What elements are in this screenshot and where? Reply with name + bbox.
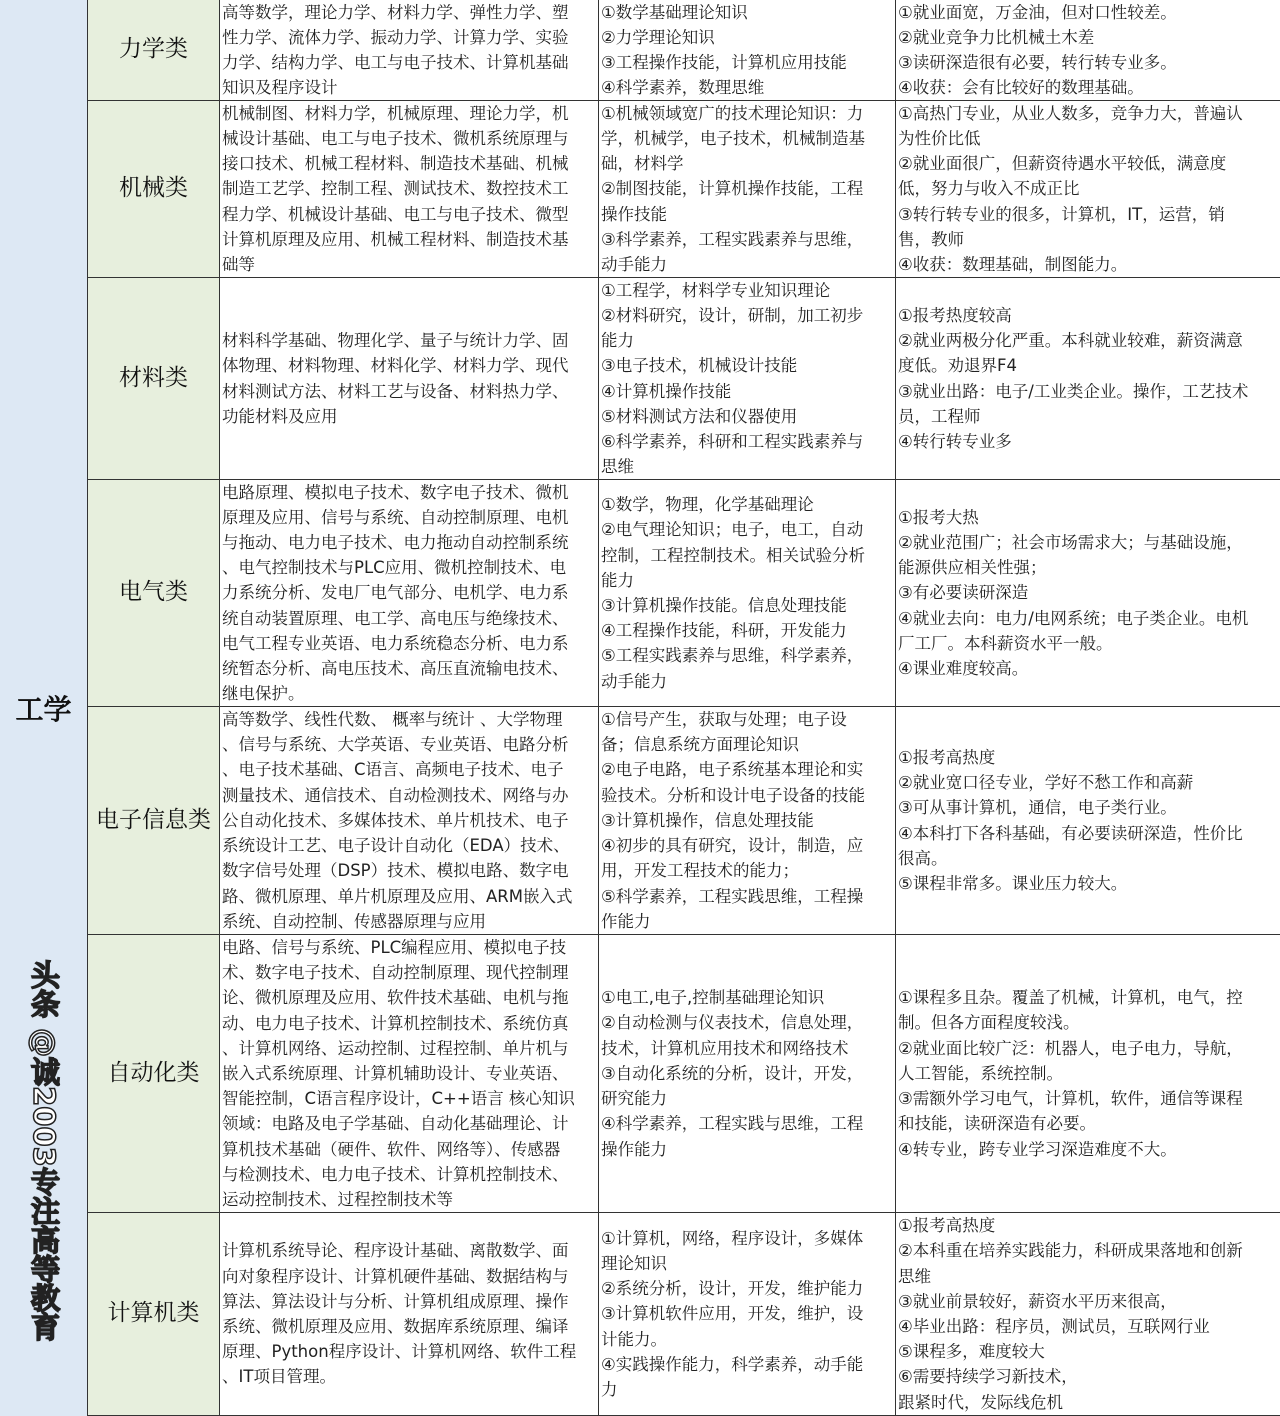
cell-line: 与拖动、电力电子技术、电力拖动自动控制系统 [222,533,569,552]
cell-line: 嵌入式系统原理、计算机辅助设计、专业英语、 [222,1063,569,1083]
cell-line: ②本科重在培养实践能力，科研成果落地和创新 [898,1241,1243,1261]
cell-line: 术、数字电子技术、自动控制原理、现代控制理 [222,963,569,983]
cell-line: 操作能力 [601,1139,667,1159]
cell-line: 电路原理、模拟电子技术、数字电子技术、微机 [222,482,569,502]
table-row [88,278,1280,480]
cell-line: 算机技术基础（硬件、软件、网络等）、传感器 [222,1139,561,1159]
cell-line: 厂工厂。本科薪资水平一般。 [898,633,1113,653]
cell-line: 础，材料学 [601,154,684,174]
cell-line: ①计算机，网络，程序设计，多媒体 [601,1228,864,1248]
category-cell: 自动化类 [88,935,220,1212]
cell-line: 制造工艺学、控制工程、测试技术、数控技术工 [222,179,569,199]
cell-line: ④初步的具有研究，设计，制造，应 [601,836,864,856]
cell-line: ⑥科学素养，科研和工程实践素养与 [601,431,864,451]
cell-line: 学，机械学，电子技术，机械制造基 [601,129,865,148]
notes-cell [896,935,1280,1212]
cell-line: ②就业宽口径专业，学好不愁工作和高薪 [898,773,1194,793]
cell-line: ④科学素养，工程实践与思维，工程 [601,1114,864,1134]
table-row [88,935,1280,1213]
courses-cell [220,480,599,706]
cell-line: ⑤课程多，难度较大 [898,1342,1045,1362]
cell-line: 机械制图、材料力学，机械原理、理论力学，机 [222,103,569,123]
cell-line: ④就业去向：电力/电网系统；电子类企业。电机 [898,608,1249,628]
cell-line: 原理及应用、信号与系统、自动控制原理、电机 [222,507,569,527]
cell-line: 高等数学，理论力学、材料力学、弹性力学、塑 [222,2,569,22]
cell-line: ③读研深造很有必要，转行转专业多。 [898,53,1177,72]
cell-line: 控制，工程控制技术。相关试验分析 [601,545,865,565]
courses-cell [220,707,599,934]
cell-line: 动手能力 [601,255,667,275]
cell-line: 和技能，读研深造有必要。 [898,1114,1096,1134]
cell-line: ③自动化系统的分析，设计，开发， [601,1063,864,1083]
cell-line: 统自动装置原理、电工学、高电压与绝缘技术、 [222,608,569,628]
cell-line: 人工智能，系统控制。 [898,1063,1063,1083]
cell-line: 础等 [222,255,255,275]
cell-line: ①报考高热度 [898,1216,996,1236]
cell-line: 售，教师 [898,229,964,249]
cell-line: ④本科打下各科基础，有必要读研深造，性价比 [898,823,1243,843]
cell-line: ③计算机操作，信息处理技能 [601,810,814,830]
cell-line: 制。但各方面程度较浅。 [898,1013,1080,1033]
cell-line: ③转行转专业的很多，计算机，IT，运营，销 [898,204,1225,224]
cell-line: 数字信号处理（DSP）技术、模拟电路、数字电 [222,861,569,881]
cell-line: ③电子技术，机械设计技能 [601,356,798,376]
table-row [88,1213,1280,1416]
cell-line: 材料科学基础、物理化学、量子与统计力学、固 [222,331,569,351]
cell-line: 、信号与系统、大学英语、专业英语、电路分析 [222,735,569,755]
cell-line: 知识及程序设计 [222,78,338,98]
cell-line: 思维 [601,457,634,477]
cell-line: ②电气理论知识；电子，电工，自动 [601,520,864,540]
cell-line: ③需额外学习电气，计算机，软件，通信等课程 [898,1089,1243,1109]
cell-line: 智能控制，C语言程序设计，C++语言 核心知识 [222,1089,575,1109]
notes-cell [896,1213,1280,1415]
abilities-cell [599,707,896,934]
cell-line: 电气工程专业英语、电力系统稳态分析、电力系 [222,633,569,653]
cell-line: ①机械领域宽广的技术理论知识：力 [601,103,864,123]
cell-line: ⑤材料测试方法和仪器使用 [601,406,798,426]
cell-line: ②就业两极分化严重。本科就业较难，薪资满意 [898,331,1243,351]
cell-line: 高等数学、线性代数、 概率与统计 、大学物理 [222,710,563,730]
category-cell: 电子信息类 [88,707,220,934]
cell-line: 械设计基础、电工与电子技术、微机系统原理与 [222,129,569,148]
cell-line: 路、微机原理、单片机原理及应用、ARM嵌入式 [222,886,573,906]
notes-cell [896,0,1280,100]
cell-line: ①数学基础理论知识 [601,2,748,22]
cell-line: ③就业前景较好，薪资水平历来很高， [898,1291,1177,1311]
cell-line: ③计算机软件应用，开发，维护，设 [601,1304,864,1324]
cell-line: ②材料研究，设计，研制，加工初步 [601,305,864,325]
cell-line: 领域：电路及电子学基础、自动化基础理论、计 [222,1114,569,1134]
cell-line: 继电保护。 [222,684,305,704]
cell-line: 能力 [601,570,634,590]
cell-line: ④工程操作技能，科研，开发能力 [601,621,847,641]
cell-line: ②就业竞争力比机械土木差 [898,27,1095,47]
cell-line: ③科学素养，工程实践素养与思维， [601,229,864,249]
courses-cell [220,278,599,479]
notes-cell [896,480,1280,706]
watermark: 头条 @诚2003专注高等教育 [27,960,61,1341]
cell-line: 向对象程序设计、计算机硬件基础、数据结构与 [222,1266,569,1286]
cell-line: ②就业面比较广泛：机器人，电子电力，导航， [898,1038,1243,1058]
table-row [88,480,1280,707]
cell-line: ④科学素养，数理思维 [601,78,765,98]
cell-line: 电路、信号与系统、PLC编程应用、模拟电子技 [222,937,567,957]
cell-line: 材料测试方法、材料工艺与设备、材料热力学、 [222,381,569,401]
cell-line: 功能材料及应用 [222,406,338,426]
cell-line: ⑥需要持续学习新技术， [898,1367,1078,1387]
category-cell: 计算机类 [88,1213,220,1415]
abilities-cell [599,278,896,479]
cell-line: ④收获：数理基础，制图能力。 [898,255,1128,275]
table-row [88,707,1280,935]
cell-line: ②自动检测与仪表技术，信息处理， [601,1013,864,1033]
cell-line: ⑤课程非常多。课业压力较大。 [898,873,1128,893]
cell-line: 理论知识 [601,1253,667,1273]
courses-cell [220,1213,599,1415]
abilities-cell [599,935,896,1212]
cell-line: ①信号产生，获取与处理；电子设 [601,710,847,730]
cell-line: ①数学，物理，化学基础理论 [601,495,814,515]
cell-line: ①报考高热度 [898,747,996,767]
notes-cell [896,278,1280,479]
category-cell: 机械类 [88,101,220,277]
cell-line: 统暂态分析、高电压技术、高压直流输电技术、 [222,659,569,679]
cell-line: 算法、算法设计与分析、计算机组成原理、操作 [222,1291,569,1311]
cell-line: 力 [601,1380,618,1399]
cell-line: ④收获：会有比较好的数理基础。 [898,78,1144,98]
cell-line: ④实践操作能力，科学素养，动手能 [601,1354,864,1374]
cell-line: ④计算机操作技能 [601,381,732,401]
cell-line: 、计算机网络、运动控制、过程控制、单片机与 [222,1038,569,1058]
cell-line: 系统设计工艺、电子设计自动化（EDA）技术、 [222,836,570,856]
cell-line: 公自动化技术、多媒体技术、单片机技术、电子 [222,810,569,830]
table-row [88,0,1280,101]
cell-line: ①就业面宽，万金油，但对口性较差。 [898,2,1177,22]
cell-line: ⑤科学素养，工程实践思维，工程操 [601,886,864,906]
abilities-cell [599,0,896,100]
cell-line: ①报考大热 [898,507,979,527]
cell-line: 体物理、材料物理、材料化学、材料力学、现代 [222,356,569,376]
cell-line: 系统、自动控制、传感器原理与应用 [222,911,486,931]
cell-line: 度低。劝退界F4 [898,356,1017,376]
cell-line: 、电气控制技术与PLC应用、微机控制技术、电 [222,558,567,578]
cell-line: ②系统分析，设计，开发，维护能力 [601,1279,864,1299]
cell-line: 思维 [898,1266,931,1286]
courses-cell [220,0,599,100]
cell-line: 作能力 [601,911,651,931]
cell-line: 研究能力 [601,1089,667,1109]
abilities-cell [599,101,896,277]
discipline-label: 工学 [0,0,88,1416]
cell-line: ④转行转专业多 [898,431,1012,451]
cell-line: ②就业面很广，但薪资待遇水平较低，满意度 [898,154,1227,174]
cell-line: 跟紧时代，发际线危机 [898,1392,1063,1412]
cell-line: 计算机系统导论、程序设计基础、离散数学、面 [222,1241,569,1261]
cell-line: 验技术。分析和设计电子设备的技能 [601,785,865,805]
cell-line: 接口技术、机械工程材料、制造技术基础、机械 [222,154,569,174]
cell-line: ①报考热度较高 [898,305,1012,325]
cell-line: ②力学理论知识 [601,27,715,47]
cell-line: 力学、结构力学、电工与电子技术、计算机基础 [222,53,569,72]
cell-line: 为性价比低 [898,129,981,148]
cell-line: ①工程学，材料学专业知识理论 [601,280,831,300]
cell-line: 低，努力与收入不成正比 [898,179,1080,199]
cell-line: 测量技术、通信技术、自动检测技术、网络与办 [222,785,569,805]
cell-line: ④课业难度较高。 [898,659,1029,678]
cell-line: 备；信息系统方面理论知识 [601,735,799,755]
cell-line: ④转专业，跨专业学习深造难度不大。 [898,1139,1177,1159]
cell-line: 动手能力 [601,671,667,691]
cell-line: 技术，计算机应用技术和网络技术 [601,1038,849,1058]
table-row [88,101,1280,278]
cell-line: ③计算机操作技能。信息处理技能 [601,596,847,615]
cell-line: ③就业出路：电子/工业类企业。操作，工艺技术 [898,381,1249,401]
notes-cell [896,101,1280,277]
cell-line: 能源供应相关性强； [898,558,1047,578]
cell-line: ⑤工程实践素养与思维，科学素养， [601,646,864,666]
cell-line: 运动控制技术、过程控制技术等 [222,1189,453,1209]
cell-line: 程力学、机械设计基础、电工与电子技术、微型 [222,204,569,224]
category-cell: 材料类 [88,278,220,479]
category-cell: 力学类 [88,0,220,100]
cell-line: 、IT项目管理。 [222,1367,336,1387]
courses-cell [220,101,599,277]
cell-line: 、电子技术基础、C语言、高频电子技术、电子 [222,760,564,780]
cell-line: ③有必要读研深造 [898,583,1029,603]
category-cell: 电气类 [88,480,220,706]
notes-cell [896,707,1280,934]
cell-line: 计算机原理及应用、机械工程材料、制造技术基 [222,229,569,249]
cell-line: ①高热门专业，从业人数多，竞争力大，普遍认 [898,103,1243,123]
cell-line: 原理、Python程序设计、计算机网络、软件工程 [222,1342,577,1362]
cell-line: 力系统分析、发电厂电气部分、电机学、电力系 [222,583,569,603]
cell-line: ③可从事计算机，通信，电子类行业。 [898,798,1177,818]
cell-line: 能力 [601,331,634,351]
courses-cell [220,935,599,1212]
cell-line: 操作技能 [601,204,667,224]
abilities-cell [599,480,896,706]
cell-line: 论、微机原理及应用、软件技术基础、电机与拖 [222,988,569,1008]
cell-line: ②电子电路，电子系统基本理论和实 [601,760,864,780]
cell-line: ④毕业出路：程序员，测试员，互联网行业 [898,1317,1210,1336]
cell-line: 与检测技术、电力电子技术、计算机控制技术、 [222,1164,569,1184]
cell-line: 很高。 [898,848,948,868]
cell-line: 系统、微机原理及应用、数据库系统原理、编译 [222,1317,569,1336]
cell-line: ②制图技能，计算机操作技能，工程 [601,179,864,199]
cell-line: 员，工程师 [898,406,981,426]
cell-line: 动、电力电子技术、计算机控制技术、系统仿真 [222,1013,569,1033]
cell-line: 用，开发工程技术的能力； [601,861,799,881]
cell-line: ③工程操作技能，计算机应用技能 [601,53,847,72]
cell-line: ①课程多且杂。覆盖了机械，计算机，电气，控 [898,988,1243,1008]
cell-line: 计能力。 [601,1329,667,1349]
cell-line: ②就业范围广；社会市场需求大；与基础设施， [898,532,1243,552]
cell-line: ①电工,电子,控制基础理论知识 [601,988,825,1008]
abilities-cell [599,1213,896,1415]
cell-line: 性力学、流体力学、振动力学、计算力学、实验 [222,27,569,47]
